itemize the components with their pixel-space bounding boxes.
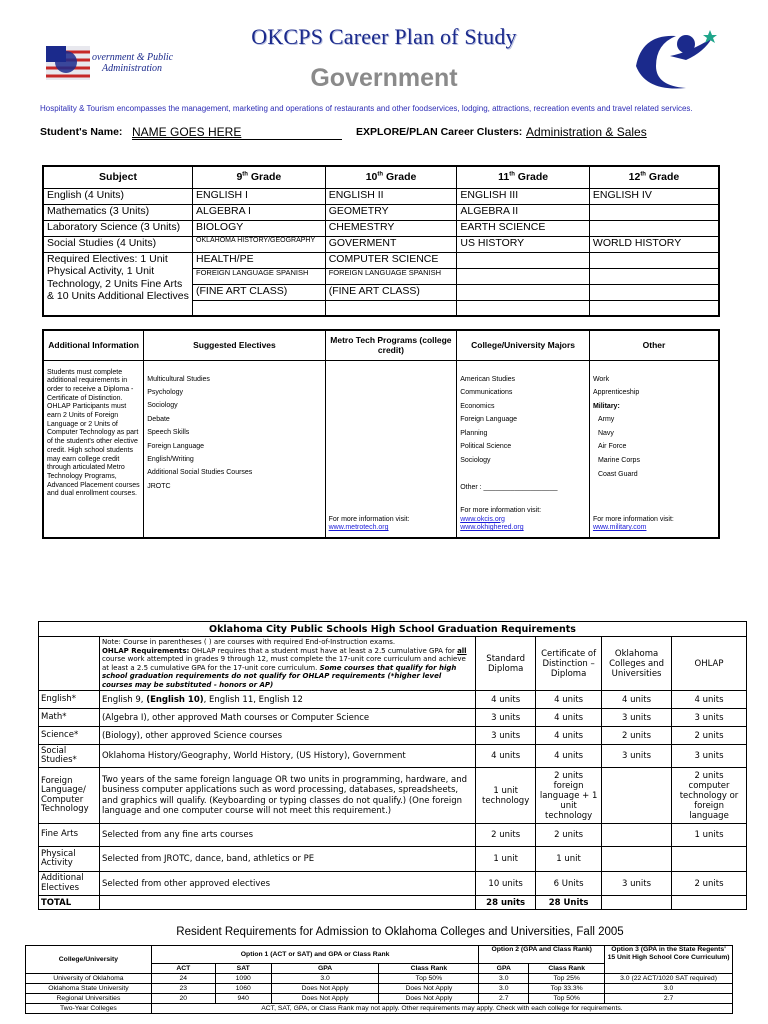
list-item: American Studies (460, 375, 516, 383)
note-text: Note: Course in parentheses ( ) are courses with required End-of-Instruction exams. (101, 638, 396, 646)
table-cell: 10 units (476, 872, 536, 896)
table-row (39, 691, 747, 709)
course-cell[interactable]: FOREIGN LANGUAGE SPANISH (325, 268, 457, 284)
table-cell: 3 units (672, 709, 747, 727)
majors-list (460, 373, 557, 495)
course-cell[interactable]: GEOMETRY (325, 204, 457, 220)
table-cell: 4 units (536, 709, 602, 727)
table-cell (602, 847, 672, 872)
rank-header: Class Rank (529, 964, 605, 974)
table-cell: 3 units (672, 745, 747, 768)
distinction-header: Certificate of Distinction – Diploma (536, 637, 602, 691)
list-item: Speech Skills (147, 429, 190, 437)
row-desc: (Biology), other approved Science courses (99, 727, 475, 745)
okcps-logo (626, 26, 722, 94)
table-cell: 24 (151, 974, 215, 984)
table-cell: 2.7 (605, 994, 733, 1004)
grade-11-header (457, 166, 590, 188)
table-row (39, 745, 747, 768)
table-cell (602, 824, 672, 847)
course-cell[interactable]: ENGLISH III (457, 188, 590, 204)
table-cell: 2 units (476, 824, 536, 847)
page-subtitle: Government (310, 64, 458, 92)
table-cell (672, 847, 747, 872)
table-cell: 1 unit (536, 847, 602, 872)
metro-tech-cell (325, 360, 457, 538)
table-cell: 4 units (672, 691, 747, 709)
grade-number: 12 (628, 171, 641, 184)
grade-number: 10 (365, 171, 378, 184)
career-cluster-label: EXPLORE/PLAN Career Clusters: (356, 126, 523, 138)
course-cell[interactable]: WORLD HISTORY (589, 236, 719, 252)
standard-diploma-header: Standard Diploma (476, 637, 536, 691)
table-cell: 940 (215, 994, 271, 1004)
career-info-table (42, 329, 720, 539)
list-item: Additional Social Studies Courses (147, 469, 253, 477)
table-cell: 6 Units (536, 872, 602, 896)
elective-row (43, 252, 719, 268)
list-item: Navy (597, 429, 614, 437)
table-cell: 4 units (476, 745, 536, 768)
list-item: JROTC (147, 482, 171, 490)
table-row (39, 727, 747, 745)
subject-cell: Laboratory Science (3 Units) (43, 220, 193, 236)
row-desc: Oklahoma History/Geography, World History, (US History), Government (99, 745, 475, 768)
grade-12-header (589, 166, 719, 188)
grad-title-row (39, 622, 747, 637)
subject-cell: Social Studies (4 Units) (43, 236, 193, 252)
row-label: English* (39, 691, 100, 709)
row-desc: Two years of the same foreign language OR two units in programming, hardware, and business computer applications such as word processing, databases, spreadsheets, and graphics will qualify. (Keyboarding or typing classes do not qualify.) (One foreign language and one computer course will not meet this requirement.) (99, 768, 475, 824)
table-cell: Top 33.3% (529, 984, 605, 994)
list-item: Planning (460, 429, 488, 437)
majors-more-info (460, 507, 541, 533)
table-cell: 3.0 (479, 974, 529, 984)
list-item: Work (592, 375, 610, 383)
table-cell: 1090 (215, 974, 271, 984)
row-label: TOTAL (39, 896, 100, 910)
metrotech-link[interactable]: www.metrotech.org (328, 524, 389, 531)
table-cell: 1 unit technology (476, 768, 536, 824)
other-header: Other (589, 330, 719, 360)
course-plan-table (42, 165, 720, 317)
course-cell[interactable]: GOVERMENT (325, 236, 457, 252)
table-cell: Does Not Apply (271, 984, 379, 994)
res-header-row (26, 946, 733, 964)
other-more-info (593, 516, 674, 533)
table-cell: 1 unit (476, 847, 536, 872)
row-desc: (Algebra I), other approved Math courses or Computer Science (99, 709, 475, 727)
table-cell: 2 units (602, 727, 672, 745)
course-cell[interactable] (589, 220, 719, 236)
college-majors-header: College/University Majors (457, 330, 590, 360)
course-cell[interactable] (193, 300, 326, 316)
course-row (43, 188, 719, 204)
grade-number: 11 (498, 171, 510, 184)
course-cell[interactable]: EARTH SCIENCE (457, 220, 590, 236)
sat-header: SAT (215, 964, 271, 974)
table-row (26, 974, 733, 984)
list-item: Sociology (460, 457, 491, 465)
student-name-field[interactable] (132, 125, 342, 140)
table-row (26, 984, 733, 994)
table-cell: 4 units (602, 691, 672, 709)
career-cluster-value[interactable]: Administration & Sales (526, 125, 647, 139)
table-cell: 23 (151, 984, 215, 994)
table-row (26, 1004, 733, 1014)
gpa-header: GPA (271, 964, 379, 974)
metro-tech-header: Metro Tech Programs (college credit) (325, 330, 457, 360)
row-desc (99, 896, 475, 910)
grade-word: Grade (385, 171, 417, 184)
military-link[interactable]: www.military.com (592, 524, 647, 531)
metro-more-info (329, 516, 410, 533)
course-cell[interactable] (457, 252, 590, 268)
table-row (26, 994, 733, 1004)
act-header: ACT (151, 964, 215, 974)
row-label: Foreign Language/ Computer Technology (39, 768, 100, 824)
list-item: Military: (592, 402, 620, 410)
note-text: course work attempted in grades 9 through 12, must complete the 17-unit core curriculum and achieve at least a 2.5 cumulative GPA for the 17-unit core curriculum. (101, 655, 466, 672)
list-item (460, 468, 557, 482)
course-cell[interactable]: (FINE ART CLASS) (325, 284, 457, 300)
course-cell[interactable]: HEALTH/PE (193, 252, 326, 268)
row-label: Additional Electives (39, 872, 100, 896)
student-info-row (40, 126, 740, 138)
table-cell: 3 units (602, 872, 672, 896)
okhighered-link[interactable]: www.okhighered.org (460, 524, 524, 531)
student-name-label: Student's Name: (40, 126, 123, 138)
row-label: Social Studies* (39, 745, 100, 768)
college-majors-cell (457, 360, 590, 538)
table-cell: 2 units (536, 824, 602, 847)
college-name: University of Oklahoma (26, 974, 152, 984)
gpa-header: GPA (479, 964, 529, 974)
grad-note (99, 637, 475, 691)
college-name: Two-Year Colleges (26, 1004, 152, 1014)
page-title: OKCPS Career Plan of Study (251, 24, 517, 49)
course-cell[interactable] (589, 284, 719, 300)
option-2-header: Option 2 (GPA and Class Rank) (479, 946, 605, 964)
additional-info-header: Additional Information (43, 330, 144, 360)
list-item: Multicultural Studies (147, 375, 210, 383)
table-cell: 3.0 (479, 984, 529, 994)
row-desc: Selected from other approved electives (99, 872, 475, 896)
list-item: Debate (147, 415, 170, 423)
table-cell: 4 units (476, 691, 536, 709)
table-cell: Top 50% (379, 974, 479, 984)
course-cell[interactable] (325, 300, 457, 316)
table-cell (672, 896, 747, 910)
course-cell[interactable]: OKLAHOMA HISTORY/GEOGRAPHY (193, 236, 326, 252)
table-cell: 3.0 (605, 984, 733, 994)
student-name-value: NAME GOES HERE (132, 125, 242, 139)
table-cell: 4 units (536, 727, 602, 745)
course-cell[interactable]: ALGEBRA II (457, 204, 590, 220)
rank-header: Class Rank (379, 964, 479, 974)
course-header-row (43, 166, 719, 188)
table-cell (602, 896, 672, 910)
more-info-label: For more information visit: (460, 507, 542, 514)
option-1-header: Option 1 (ACT or SAT) and GPA or Class Rank (151, 946, 478, 964)
more-info-label: For more information visit: (592, 515, 674, 523)
table-cell: 4 units (536, 745, 602, 768)
graduation-requirements-table (38, 621, 747, 910)
course-cell[interactable]: (FINE ART CLASS) (193, 284, 326, 300)
blank-cell (39, 637, 100, 691)
course-cell[interactable]: ALGEBRA I (193, 204, 326, 220)
table-cell: 3.0 (22 ACT/1020 SAT required) (605, 974, 733, 984)
table-cell: 2 units foreign language + 1 unit technology (536, 768, 602, 824)
table-cell: Top 25% (529, 974, 605, 984)
table-row (39, 824, 747, 847)
college-header: College/University (26, 946, 152, 974)
info-header-row (43, 330, 719, 360)
table-row (39, 709, 747, 727)
row-label: Physical Activity (39, 847, 100, 872)
list-item: Sociology (147, 402, 178, 410)
table-cell: 3 units (602, 709, 672, 727)
grade-10-header (325, 166, 457, 188)
table-cell: 28 Units (536, 896, 602, 910)
table-cell: 20 (151, 994, 215, 1004)
course-cell[interactable] (589, 300, 719, 316)
college-name: Oklahoma State University (26, 984, 152, 994)
other-cell (589, 360, 719, 538)
grade-suffix: th (377, 171, 384, 178)
subject-cell: English (4 Units) (43, 188, 193, 204)
grade-number: 9 (236, 171, 243, 184)
list-item: Foreign Language (147, 442, 205, 450)
note-text: OHLAP requires that a student must have at least a 2.5 cumulative GPA for (189, 646, 458, 655)
table-cell: 1060 (215, 984, 271, 994)
course-cell[interactable]: ENGLISH IV (589, 188, 719, 204)
course-cell[interactable] (589, 268, 719, 284)
row-desc: Selected from any fine arts courses (99, 824, 475, 847)
table-cell: 2 units (672, 872, 747, 896)
course-cell[interactable] (457, 284, 590, 300)
row-desc: Selected from JROTC, dance, band, athletics or PE (99, 847, 475, 872)
ohlap-header: OHLAP (672, 637, 747, 691)
list-item: Psychology (147, 388, 184, 396)
college-name: Regional Universities (26, 994, 152, 1004)
resident-requirements-title: Resident Requirements for Admission to Oklahoma Colleges and Universities, Fall 2005 (176, 926, 624, 938)
list-item: Foreign Language (460, 416, 518, 424)
other-list (593, 373, 640, 482)
table-cell: 2.7 (479, 994, 529, 1004)
option-3-header: Option 3 (GPA in the State Regents' 15 Unit High School Core Curriculum) (605, 946, 733, 974)
grade-word: Grade (250, 171, 282, 184)
table-cell: 3.0 (271, 974, 379, 984)
note-italic: Some courses that qualify for high school graduation requirements do not qualify for OHLAP requirements (*higher level courses may be substituted - honors or AP) (101, 663, 457, 689)
course-cell[interactable]: ENGLISH I (193, 188, 326, 204)
course-row (43, 204, 719, 220)
list-item: Marine Corps (597, 457, 640, 465)
row-label: Math* (39, 709, 100, 727)
table-cell: 2 units (672, 727, 747, 745)
subject-header: Subject (43, 166, 193, 188)
table-cell: Top 50% (529, 994, 605, 1004)
table-cell: 1 units (672, 824, 747, 847)
other-major-field[interactable]: Other : ___________________ (460, 484, 558, 492)
required-electives-cell: Required Electives: 1 Unit Physical Activity, 1 Unit Technology, 2 Units Fine Arts & 10 Units Additional Electives (43, 252, 193, 316)
okcis-link[interactable]: www.okcis.org (460, 515, 505, 523)
course-cell[interactable]: US HISTORY (457, 236, 590, 252)
grade-suffix: th (640, 171, 646, 178)
row-label: Science* (39, 727, 100, 745)
electives-list (147, 373, 252, 494)
more-info-label: For more information visit: (328, 515, 410, 523)
list-item: Economics (460, 402, 495, 410)
row-label: Fine Arts (39, 824, 100, 847)
table-row (39, 872, 747, 896)
table-cell: Does Not Apply (271, 994, 379, 1004)
table-cell: 3 units (476, 727, 536, 745)
table-cell: 2 units computer technology or foreign language (672, 768, 747, 824)
course-cell[interactable] (589, 252, 719, 268)
list-item: Army (597, 416, 615, 424)
row-desc: English 9, (English 10), English 11, English 12 (99, 691, 475, 709)
table-cell: 3 units (476, 709, 536, 727)
course-cell[interactable] (589, 204, 719, 220)
table-cell: 28 units (476, 896, 536, 910)
cluster-description: Hospitality & Tourism encompasses the management, marketing and operations of restaurants and other foodservices, lodging, attractions, recreation events and travel related services. (40, 104, 693, 113)
resident-requirements-table (25, 945, 733, 1014)
suggested-electives-cell (144, 360, 325, 538)
grade-suffix: th (242, 171, 248, 178)
suggested-electives-header: Suggested Electives (144, 330, 325, 360)
bold-course: (English 10) (146, 694, 204, 705)
svg-text:overnment & Public: overnment & Public (92, 52, 174, 63)
course-cell[interactable]: ENGLISH II (325, 188, 457, 204)
course-cell[interactable]: FOREIGN LANGUAGE SPANISH (193, 268, 326, 284)
course-cell[interactable] (457, 268, 590, 284)
table-cell: 3 units (602, 745, 672, 768)
course-cell[interactable]: BIOLOGY (193, 220, 326, 236)
info-body-row (43, 360, 719, 538)
list-item: Coast Guard (597, 470, 638, 478)
subject-cell: Mathematics (3 Units) (43, 204, 193, 220)
note-emphasis: all (457, 646, 467, 655)
course-row (43, 236, 719, 252)
svg-text:Administration: Administration (102, 63, 163, 74)
additional-info-cell (43, 360, 144, 538)
list-item: Political Science (460, 443, 512, 451)
grade-suffix: th (509, 171, 515, 178)
additional-info-text: Students must complete additional requirements in order to receive a Diploma - Certificate of Distinction. OHLAP Participants must earn 2 Units of Foreign Language or 2 Units of Computer Technology as part of the student's other elective credit. High school students may earn college credit through articulated Metro Technology Programs, Advanced Placement courses and dual enrollment courses. (47, 368, 140, 498)
grade-word: Grade (517, 171, 549, 184)
grade-9-header (193, 166, 326, 188)
table-row (39, 847, 747, 872)
total-row (39, 896, 747, 910)
table-cell: Does Not Apply (379, 994, 479, 1004)
course-cell[interactable]: COMPUTER SCIENCE (325, 252, 457, 268)
note-bold: OHLAP Requirements: (101, 646, 190, 655)
course-row (43, 220, 719, 236)
list-item: Communications (460, 389, 513, 397)
two-year-note: ACT, SAT, GPA, or Class Rank may not apply. Other requirements may apply. Check with each college for requirements. (151, 1004, 732, 1014)
course-cell[interactable] (457, 300, 590, 316)
grad-title: Oklahoma City Public Schools High School Graduation Requirements (39, 622, 747, 637)
table-cell: 4 units (536, 691, 602, 709)
table-cell: Does Not Apply (379, 984, 479, 994)
table-row (39, 768, 747, 824)
table-cell (602, 768, 672, 824)
course-cell[interactable]: CHEMESTRY (325, 220, 457, 236)
list-item: English/Writing (147, 455, 194, 463)
grade-word: Grade (648, 171, 680, 184)
colleges-header: Oklahoma Colleges and Universities (602, 637, 672, 691)
grad-header-row (39, 637, 747, 691)
list-item: Air Force (597, 443, 627, 451)
list-item: Apprenticeship (592, 389, 640, 397)
